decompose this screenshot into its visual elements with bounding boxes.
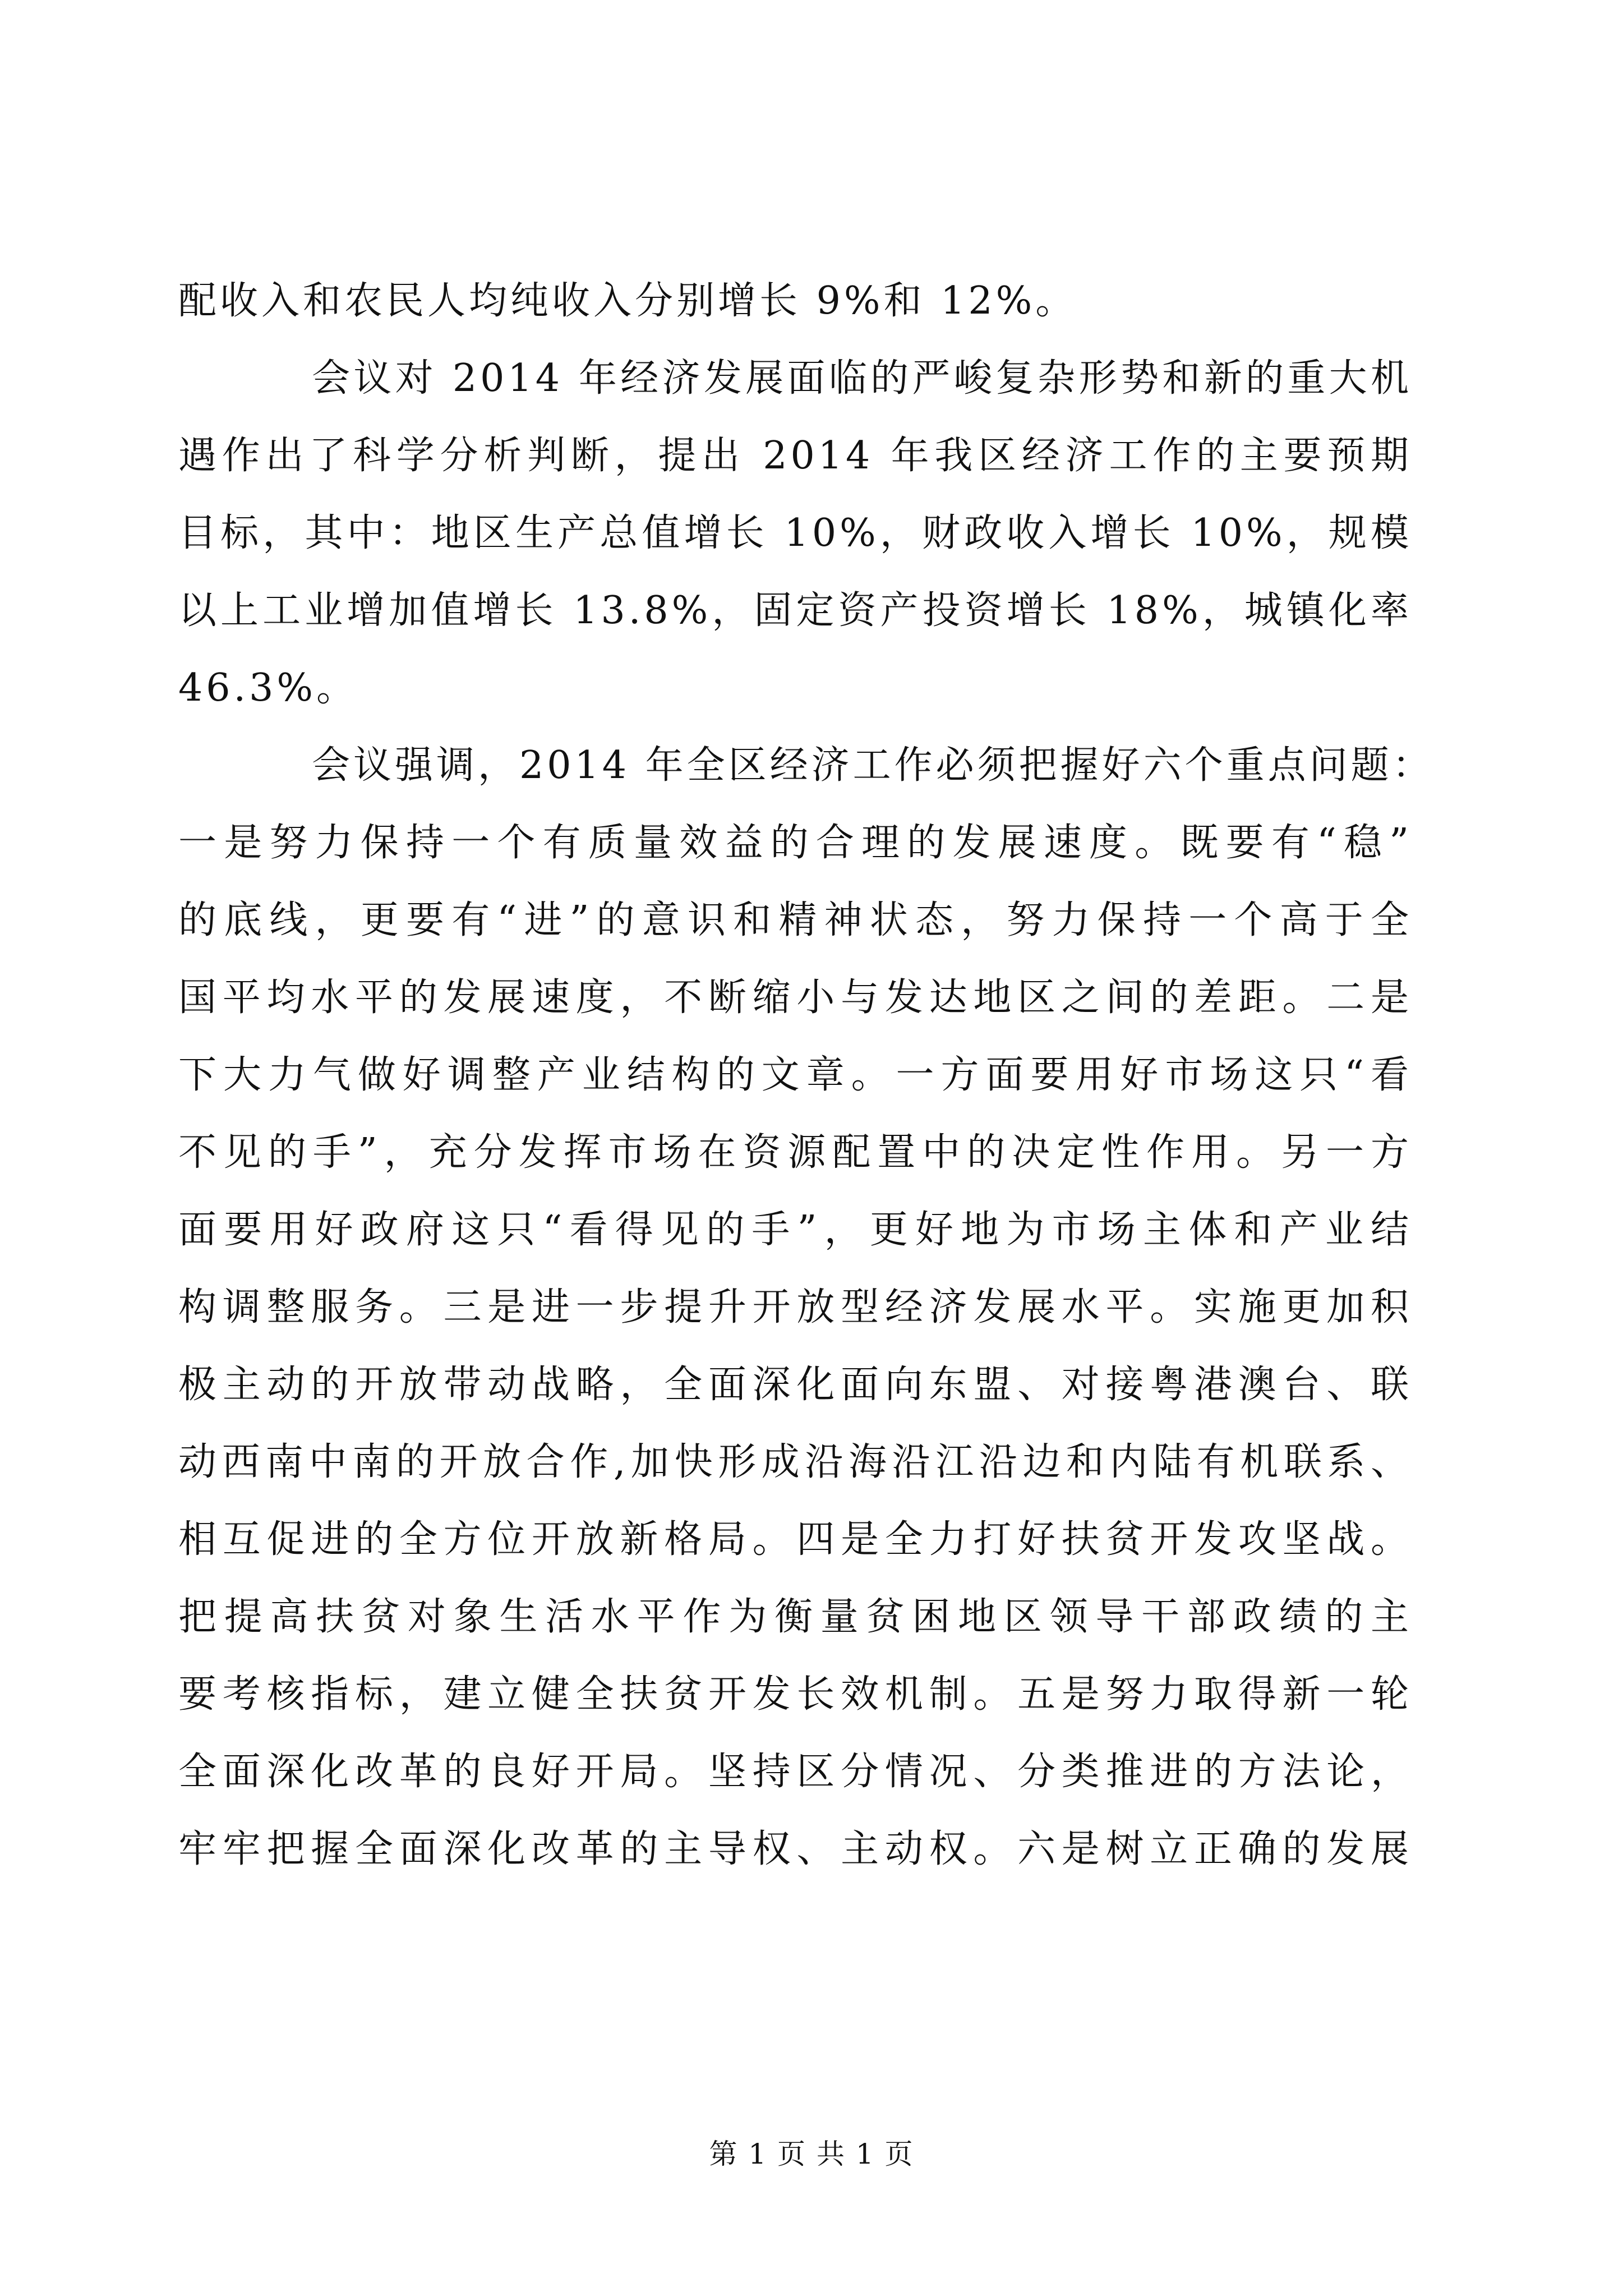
text-line: 极主动的开放带动战略，全面深化面向东盟、对接粤港澳台、联 (178, 1363, 1412, 1407)
text-line: 以上工业增加值增长 13.8%，固定资产投资增长 18%，城镇化率 (178, 588, 1412, 633)
text-line: 全面深化改革的良好开局。坚持区分情况、分类推进的方法论， (178, 1750, 1412, 1794)
text-line: 的底线，更要有“进”的意识和精神状态，努力保持一个高于全 (178, 898, 1412, 942)
text-line: 遇作出了科学分析判断，提出 2014 年我区经济工作的主要预期 (178, 434, 1412, 478)
text-line: 面要用好政府这只“看得见的手”，更好地为市场主体和产业结 (178, 1208, 1412, 1252)
paragraph-3 (178, 727, 1434, 1888)
text-line: 会议对 2014 年经济发展面临的严峻复杂形势和新的重大机 (312, 356, 1412, 401)
text-line: 下大力气做好调整产业结构的文章。一方面要用好市场这只“看 (178, 1053, 1412, 1097)
text-line: 配收入和农民人均纯收入分别增长 9%和 12%。 (178, 279, 1077, 323)
text-line: 国平均水平的发展速度，不断缩小与发达地区之间的差距。二是 (178, 976, 1412, 1020)
text-line: 相互促进的全方位开放新格局。四是全力打好扶贫开发攻坚战。 (178, 1517, 1412, 1562)
text-line: 不见的手”，充分发挥市场在资源配置中的决定性作用。另一方 (178, 1130, 1412, 1175)
text-line: 把提高扶贫对象生活水平作为衡量贫困地区领导干部政绩的主 (178, 1595, 1412, 1639)
text-line: 会议强调，2014 年全区经济工作必须把握好六个重点问题： (312, 743, 1434, 788)
text-line: 牢牢把握全面深化改革的主导权、主动权。六是树立正确的发展 (178, 1827, 1412, 1871)
document-body (178, 263, 1434, 1888)
text-line: 要考核指标，建立健全扶贫开发长效机制。五是努力取得新一轮 (178, 1672, 1412, 1717)
text-line: 构调整服务。三是进一步提升开放型经济发展水平。实施更加积 (178, 1285, 1412, 1329)
text-line: 动西南中南的开放合作,加快形成沿海沿江沿边和内陆有机联系、 (178, 1440, 1412, 1484)
text-line: 目标，其中：地区生产总值增长 10%，财政收入增长 10%，规模 (178, 511, 1412, 555)
text-line: 46.3%。 (178, 666, 358, 710)
paragraph-2 (178, 340, 1412, 727)
paragraph-1 (178, 263, 1412, 340)
page-footer: 第 1 页 共 1 页 (709, 2138, 914, 2170)
text-line: 一是努力保持一个有质量效益的合理的发展速度。既要有“稳” (178, 821, 1412, 865)
